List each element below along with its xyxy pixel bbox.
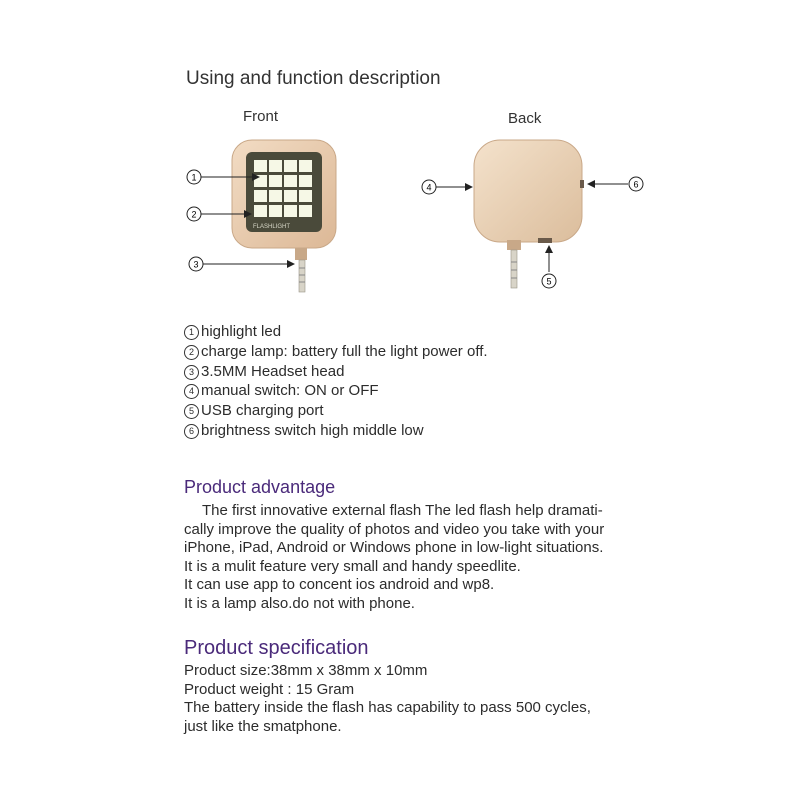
advantage-line: The first innovative external flash The led flash help dramati- [202,502,603,519]
front-device [232,140,336,292]
advantage-text [184,502,604,614]
advantage-line: It is a mulit feature very small and handy speedlite. [184,557,521,575]
callout-6 [588,177,643,191]
back-label: Back [508,110,542,127]
feature-item: 3 3.5MM Headset head [184,362,488,382]
advantage-line: cally improve the quality of photos and video you take with your [184,520,605,538]
advantage-heading: Product advantage [184,477,336,497]
svg-text:3: 3 [193,259,199,270]
svg-text:1: 1 [191,172,197,183]
svg-text:6: 6 [633,179,639,190]
advantage-line: iPhone, iPad, Android or Windows phone in low-light situations. [184,539,604,557]
advantage-line: It can use app to concent ios android and wp8. [184,576,495,594]
svg-text:5: 5 [546,276,552,287]
front-label: Front [243,108,279,125]
specification-heading: Product specification [184,637,369,659]
device-diagram [0,0,800,310]
spec-line: Product weight : 15 Gram [184,680,355,698]
callout-4 [422,180,472,194]
feature-item: 6 brightness switch high middle low [184,421,488,441]
advantage-line: It is a lamp also.do not with phone. [184,594,415,612]
svg-text:2: 2 [191,209,197,220]
feature-item: 2 charge lamp: battery full the light power off. [184,342,488,362]
device-label: FLASHLIGHT [253,224,291,230]
feature-item: 4 manual switch: ON or OFF [184,381,488,401]
specification-text [184,662,591,736]
page-title: Using and function description [186,68,441,89]
feature-item: 1 highlight led [184,322,488,342]
spec-line: The battery inside the flash has capability to pass 500 cycles, [184,699,591,717]
spec-line: Product size:38mm x 38mm x 10mm [184,662,428,679]
callout-5 [542,246,556,288]
callout-3 [189,257,294,271]
feature-item: 5 USB charging port [184,401,488,421]
back-device [474,140,584,288]
spec-line: just like the smatphone. [184,717,342,735]
feature-list [184,322,488,441]
svg-text:4: 4 [426,182,432,193]
